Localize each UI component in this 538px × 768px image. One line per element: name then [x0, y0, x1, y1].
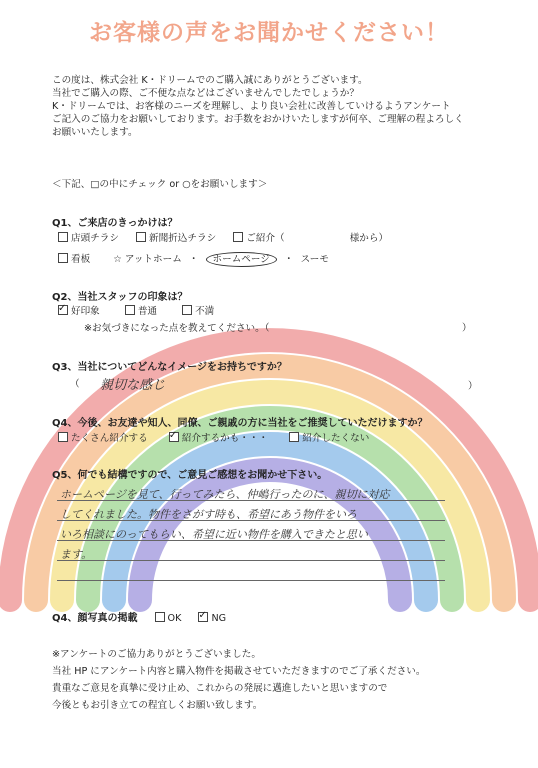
q1-referral-suffix: 様から） — [349, 233, 389, 244]
q3-label: Q3、当社についてどんなイメージをお持ちですか？ — [52, 362, 287, 373]
q3-open-paren: （ — [70, 379, 80, 390]
photo-consent-row — [52, 612, 240, 625]
q1-option: ご紹介（ — [246, 233, 285, 244]
q1-row2 — [58, 252, 329, 267]
q1-label: Q1、ご来店のきっかけは？ — [52, 218, 178, 229]
q3-close-paren: ） — [468, 381, 478, 392]
page-title: お客様の声をお聞かせください！ — [89, 20, 449, 46]
q2-note-close: ） — [462, 323, 472, 334]
q4-maybe-checkbox-checked[interactable] — [169, 432, 179, 442]
intro-line: ご記入のご協力をお願いしております。お手数をおかけいたしますが何卒、ご理解の程よろしく — [52, 114, 464, 125]
q2-normal-checkbox[interactable] — [125, 305, 135, 315]
q4-option: たくさん紹介する — [71, 433, 148, 444]
q5-answer-line[interactable]: してくれました。物件をさがす時も、希望にあう物件をいろ — [60, 508, 357, 521]
answer-line-divider — [57, 560, 445, 561]
q1-referral-checkbox[interactable] — [233, 232, 243, 242]
footer-line: 貴重なご意見を真摯に受け止め、これからの発展に邁進したいと思いますので — [52, 683, 388, 694]
answer-line-divider — [57, 580, 445, 581]
instructions: ＜下記、□の中にチェック or ○をお願いします＞ — [52, 179, 268, 190]
photo-option: OK — [167, 613, 182, 624]
q5-answer-line[interactable]: ホームページを見て、行ってみたら、仲嶋行ったのに、親切に対応 — [60, 488, 390, 501]
q2-good-checkbox-checked[interactable] — [58, 305, 68, 315]
q5-label: Q5、何でも結構ですので、ご意見ご感想をお聞かせ下さい。 — [52, 470, 328, 481]
footer-line: 今後ともお引き立ての程宜しくお願い致します。 — [52, 700, 263, 711]
q1-suumo-option: スーモ — [300, 254, 329, 265]
q1-option: 店頭チラシ — [71, 233, 119, 244]
q2-option: 好印象 — [71, 306, 100, 317]
q2-option: 普通 — [137, 306, 158, 317]
q4-option: 紹介するかも・・・ — [181, 433, 269, 444]
q2-option: 不満 — [195, 306, 215, 317]
q4-no-checkbox[interactable] — [289, 432, 299, 442]
q4-label: Q4、今後、お友達や知人、同僚、ご親戚の方に当社をご推奨していただけますか？ — [52, 418, 428, 429]
q4-options — [58, 432, 383, 445]
intro-line: お願いいたします。 — [52, 127, 138, 138]
q1-option: 新聞折込チラシ — [149, 233, 217, 244]
footer-line: ※アンケートのご協力ありがとうございました。 — [52, 649, 261, 660]
photo-consent-label: Q4、顔写真の掲載 — [52, 613, 138, 624]
q5-answer-line[interactable]: いろ相談にのってもらい、希望に近い物件を購入できたと思い — [60, 528, 368, 541]
photo-option: NG — [211, 613, 227, 624]
q4-option: 紹介したくない — [302, 433, 370, 444]
q1-homepage-option-circled[interactable]: ホームページ — [206, 252, 277, 267]
intro-line: K・ドリームでは、お客様のニーズを理解し、より良い会社に改善していけるようアンケート — [52, 101, 451, 112]
footer-text — [52, 646, 426, 714]
q2-dissatisfied-checkbox[interactable] — [182, 305, 192, 315]
q2-options — [58, 305, 228, 318]
q1-athome-option: ☆ アットホーム — [113, 254, 182, 265]
q2-label: Q2、当社スタッフの印象は？ — [52, 292, 188, 303]
q1-newspaper-checkbox[interactable] — [136, 232, 146, 242]
q1-separator: ・ — [283, 254, 294, 265]
intro-text — [52, 74, 464, 139]
q1-flyer-checkbox[interactable] — [58, 232, 68, 242]
q2-note: ※お気づきになった点を教えてください。（ — [84, 323, 270, 334]
photo-ok-checkbox[interactable] — [155, 612, 165, 622]
q1-separator: ・ — [188, 254, 199, 265]
intro-line: この度は、株式会社 K・ドリームでのご購入誠にありがとうございます。 — [52, 75, 368, 86]
q4-many-checkbox[interactable] — [58, 432, 68, 442]
photo-ng-checkbox-checked[interactable] — [198, 612, 208, 622]
intro-line: 当社でご購入の際、ご不便な点などはございませんでしたでしょうか？ — [52, 88, 359, 99]
footer-line: 当社 HP にアンケート内容と購入物件を掲載させていただきますのでご了承ください。 — [52, 666, 426, 677]
q1-sign-checkbox[interactable] — [58, 253, 68, 263]
q5-answer-line[interactable]: ます。 — [60, 548, 93, 561]
q1-option: 看板 — [71, 254, 91, 265]
q1-row1 — [58, 232, 388, 245]
q3-handwritten-answer[interactable]: 親切な感じ — [100, 378, 166, 393]
